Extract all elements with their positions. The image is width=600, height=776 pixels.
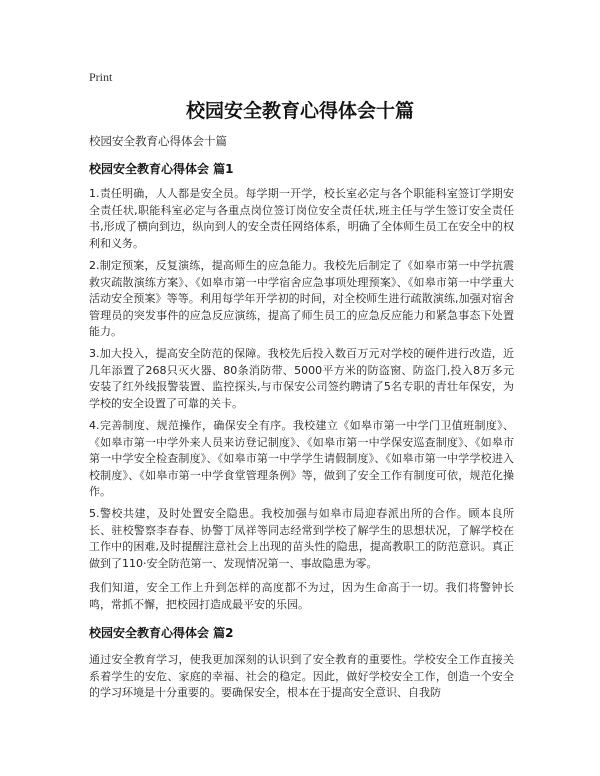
paragraph: 5.警校共建，及时处置安全隐患。我校加强与如皋市局迎春派出所的合作。顾本良所长、驻校警察李春春、协警丁凤祥等同志经常到学校了解学生的思想状况，了解学校在工作中的困难,及时提醒注意社会上出现的苗头性的隐患，提高教职工的防范意识。真正做到了110·安全防范第一、发现情况第一、事故隐患为零。 bbox=[89, 507, 514, 570]
paragraph: 3.加大投入，提高安全防范的保障。我校先后投入数百万元对学校的硬件进行改造，近几年添置了268只灭火器、80条消防带、5000平方米的防盗窗、防盗门,投入8万多元安装了红外线报警装置、监控探头,与市保安公司签约聘请了5名专职的青壮年保安，为学校的安全设置了可靠的关卡。 bbox=[89, 347, 514, 410]
print-label: Print bbox=[89, 70, 113, 84]
paragraph: 2.制定预案，反复演练，提高师生的应急能力。我校先后制定了《如皋市第一中学抗震救灾疏散演练方案》、《如皋市第一中学宿舍应急事项处理预案》、《如皋市第一中学重大活动安全预案》等等。利用每学年开学初的时间，对全校师生进行疏散演练,加强对宿舍管理员的突发事件的应急反应演练，提高了师生员工的应急反应能力和紧急事态下处置能力。 bbox=[89, 259, 514, 339]
document-title: 校园安全教育心得体会十篇 bbox=[185, 100, 414, 122]
paragraph: 通过安全教育学习，使我更加深刻的认识到了安全教育的重要性。学校安全工作直接关系着学生的安危、家庭的幸福、社会的稳定。因此，做好学校安全工作，创造一个安全的学习环境是十分重要的。要确保安全，根本在于提高安全意识、自我防 bbox=[89, 653, 514, 700]
paragraph: 我们知道，安全工作上升到怎样的高度都不为过，因为生命高于一切。我们将警钟长鸣，常抓不懈，把校园打造成最平安的乐园。 bbox=[89, 581, 514, 611]
section-heading-2: 校园安全教育心得体会 篇2 bbox=[89, 626, 234, 640]
document-subtitle: 校园安全教育心得体会十篇 bbox=[89, 134, 227, 148]
paragraph: 1.责任明确，人人都是安全员。每学期一开学，校长室必定与各个职能科室签订学期安全责任状,职能科室必定与各重点岗位签订岗位安全责任状,班主任与学生签订安全责任书,形成了横向到边，纵向到人的安全责任网络体系，明确了全体师生员工在安全中的权利和义务。 bbox=[89, 187, 514, 250]
section-heading-1: 校园安全教育心得体会 篇1 bbox=[89, 162, 234, 176]
paragraph: 4.完善制度、规范操作，确保安全有序。我校建立《如皋市第一中学门卫值班制度》、《如皋市第一中学外来人员来访登记制度》、《如皋市第一中学保安巡查制度》、《如皋市第一中学安全检查制度》、《如皋市第一中学学生请假制度》、《如皋市第一中学学校进入校制度》、《如皋市第一中学食堂管理条例》等，做到了安全工作有制度可依，规范化操作。 bbox=[89, 419, 514, 499]
